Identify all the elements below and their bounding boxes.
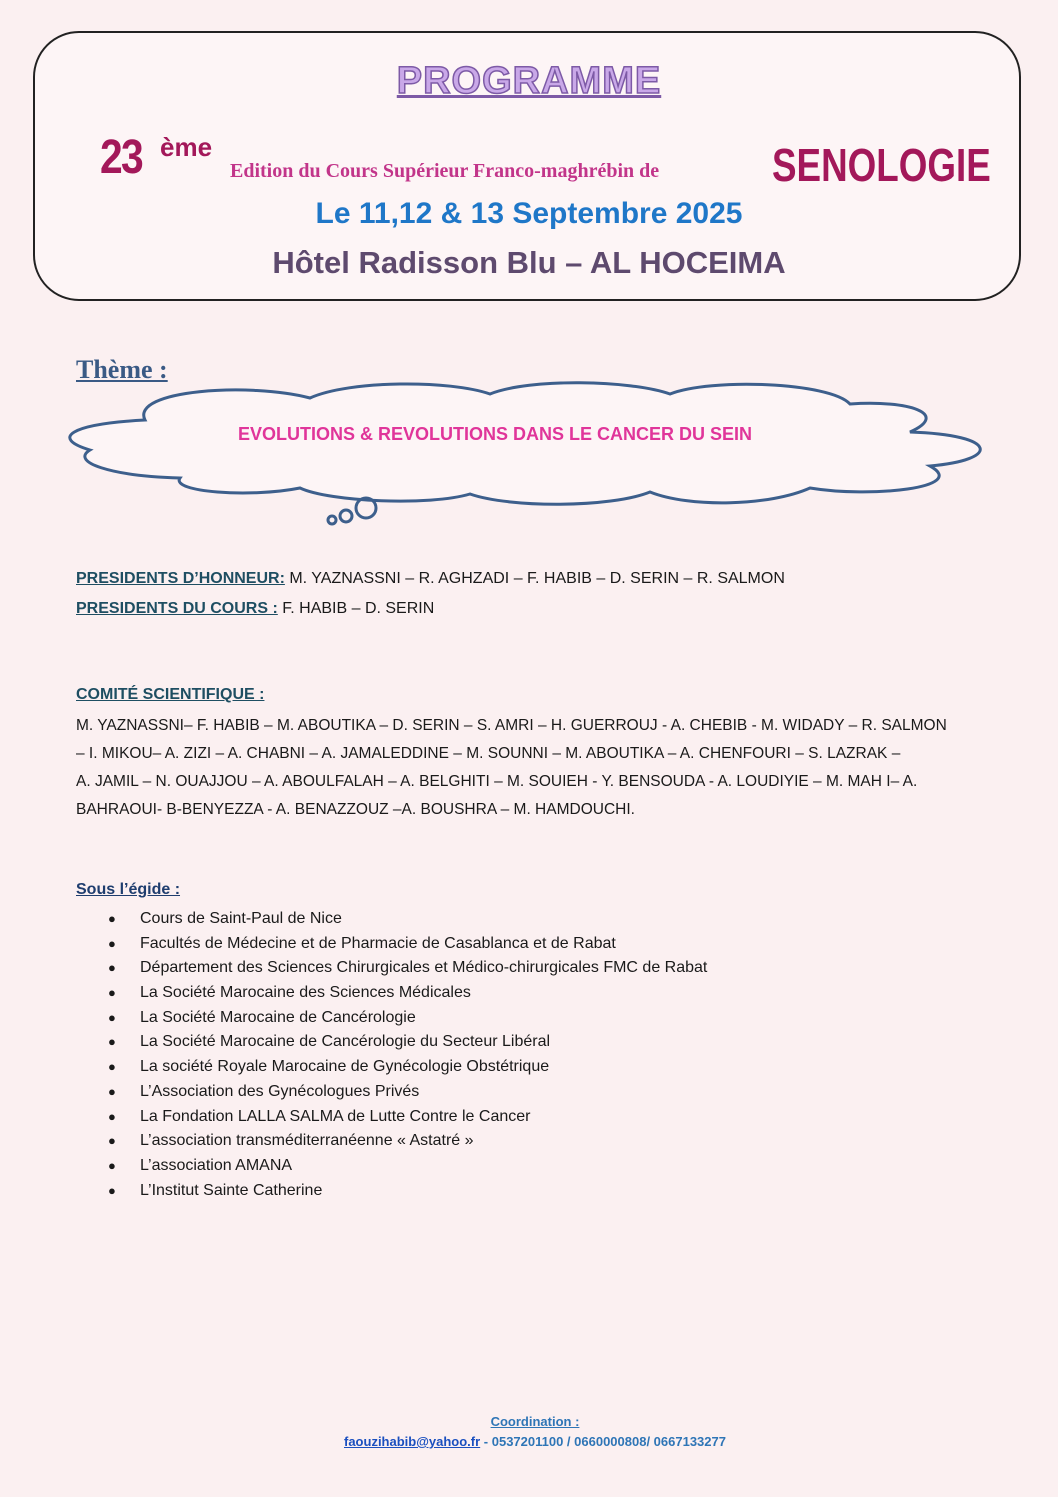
list-item: ● L’association transméditerranéenne « Astatré » xyxy=(108,1129,707,1154)
scientific-committee-members xyxy=(76,712,1006,824)
bullet-icon: ● xyxy=(108,985,116,1001)
bullet-icon: ● xyxy=(108,1009,116,1025)
programme-title: PROGRAMME xyxy=(396,60,662,102)
edition-line xyxy=(100,130,991,191)
honorary-presidents-names: M. YAZNASSNI – R. AGHZADI – F. HABIB – D. SERIN – R. SALMON xyxy=(284,570,785,587)
scientific-committee-label: COMITÉ SCIENTIFIQUE : xyxy=(76,686,265,703)
committee-line: M. YAZNASSNI– F. HABIB – M. ABOUTIKA – D. SERIN – S. AMRI – H. GUERROUJ - A. CHEBIB - M. WIDADY – R. SALMON xyxy=(76,717,947,734)
list-item: ● L’Institut Sainte Catherine xyxy=(108,1179,707,1204)
course-presidents xyxy=(76,600,434,618)
contact-line xyxy=(0,1434,1058,1449)
committee-line: BAHRAOUI- B-BENYEZZA - A. BENAZZOUZ –A. BOUSHRA – M. HAMDOUCHI. xyxy=(76,801,635,818)
bullet-icon: ● xyxy=(108,1034,116,1050)
bullet-icon: ● xyxy=(108,1108,116,1124)
event-venue: Hôtel Radisson Blu – AL HOCEIMA xyxy=(272,245,786,280)
egide-label: Sous l’égide : xyxy=(76,881,181,898)
bullet-icon: ● xyxy=(108,935,116,951)
list-item: ● La Fondation LALLA SALMA de Lutte Contre le Cancer xyxy=(108,1105,707,1130)
bullet-icon: ● xyxy=(108,1182,116,1198)
bullet-icon: ● xyxy=(108,960,116,976)
course-presidents-label: PRESIDENTS DU COURS : xyxy=(76,600,278,617)
course-presidents-names: F. HABIB – D. SERIN xyxy=(277,600,435,617)
list-item: ● Cours de Saint-Paul de Nice xyxy=(108,907,707,932)
honorary-presidents-label: PRESIDENTS D’HONNEUR: xyxy=(76,570,285,587)
edition-number: 23 xyxy=(100,131,142,184)
email-link[interactable]: faouzihabib@yahoo.fr xyxy=(344,1434,481,1449)
bullet-icon: ● xyxy=(108,1133,116,1149)
bullet-icon: ● xyxy=(108,911,116,926)
edition-suffix: ème xyxy=(160,132,213,162)
list-item: ● Facultés de Médecine et de Pharmacie de Casablanca et de Rabat xyxy=(108,932,707,957)
committee-line: A. JAMIL – N. OUAJJOU – A. ABOULFALAH – A. BELGHITI – M. SOUIEH - Y. BENSOUDA - A. LOUDIYIE – M. MAH I– A. xyxy=(76,773,918,790)
list-item: ● La société Royale Marocaine de Gynécologie Obstétrique xyxy=(108,1055,707,1080)
specialty-title: SENOLOGIE xyxy=(772,139,991,191)
list-item: ● Département des Sciences Chirurgicales et Médico-chirurgicales FMC de Rabat xyxy=(108,956,707,981)
edition-text: Edition du Cours Supérieur Franco-maghrébin de xyxy=(230,160,660,182)
committee-line: – I. MIKOU– A. ZIZI – A. CHABNI – A. JAMALEDDINE – M. SOUNNI – M. ABOUTIKA – A. CHENFOURI – S. LAZRAK – xyxy=(76,745,901,762)
coordination-label: Coordination : xyxy=(490,1414,580,1429)
egide-list xyxy=(108,907,707,1203)
phone-numbers: - 0537201100 / 0660000808/ 0667133277 xyxy=(480,1434,726,1449)
list-item: ● La Société Marocaine de Cancérologie xyxy=(108,1006,707,1031)
theme-text: EVOLUTIONS & REVOLUTIONS DANS LE CANCER DU SEIN xyxy=(237,424,753,444)
list-item: ● L’association AMANA xyxy=(108,1154,707,1179)
bullet-icon: ● xyxy=(108,1059,116,1075)
thought-cloud xyxy=(50,380,1010,530)
bullet-icon: ● xyxy=(108,1083,116,1099)
list-item: ● La Société Marocaine des Sciences Médicales xyxy=(108,981,707,1006)
honorary-presidents xyxy=(76,570,785,588)
bullet-icon: ● xyxy=(108,1157,116,1173)
list-item: ● L’Association des Gynécologues Privés xyxy=(108,1080,707,1105)
event-dates: Le 11,12 & 13 Septembre 2025 xyxy=(315,197,743,230)
list-item: ● La Société Marocaine de Cancérologie du Secteur Libéral xyxy=(108,1030,707,1055)
theme-label: Thème : xyxy=(76,355,168,384)
